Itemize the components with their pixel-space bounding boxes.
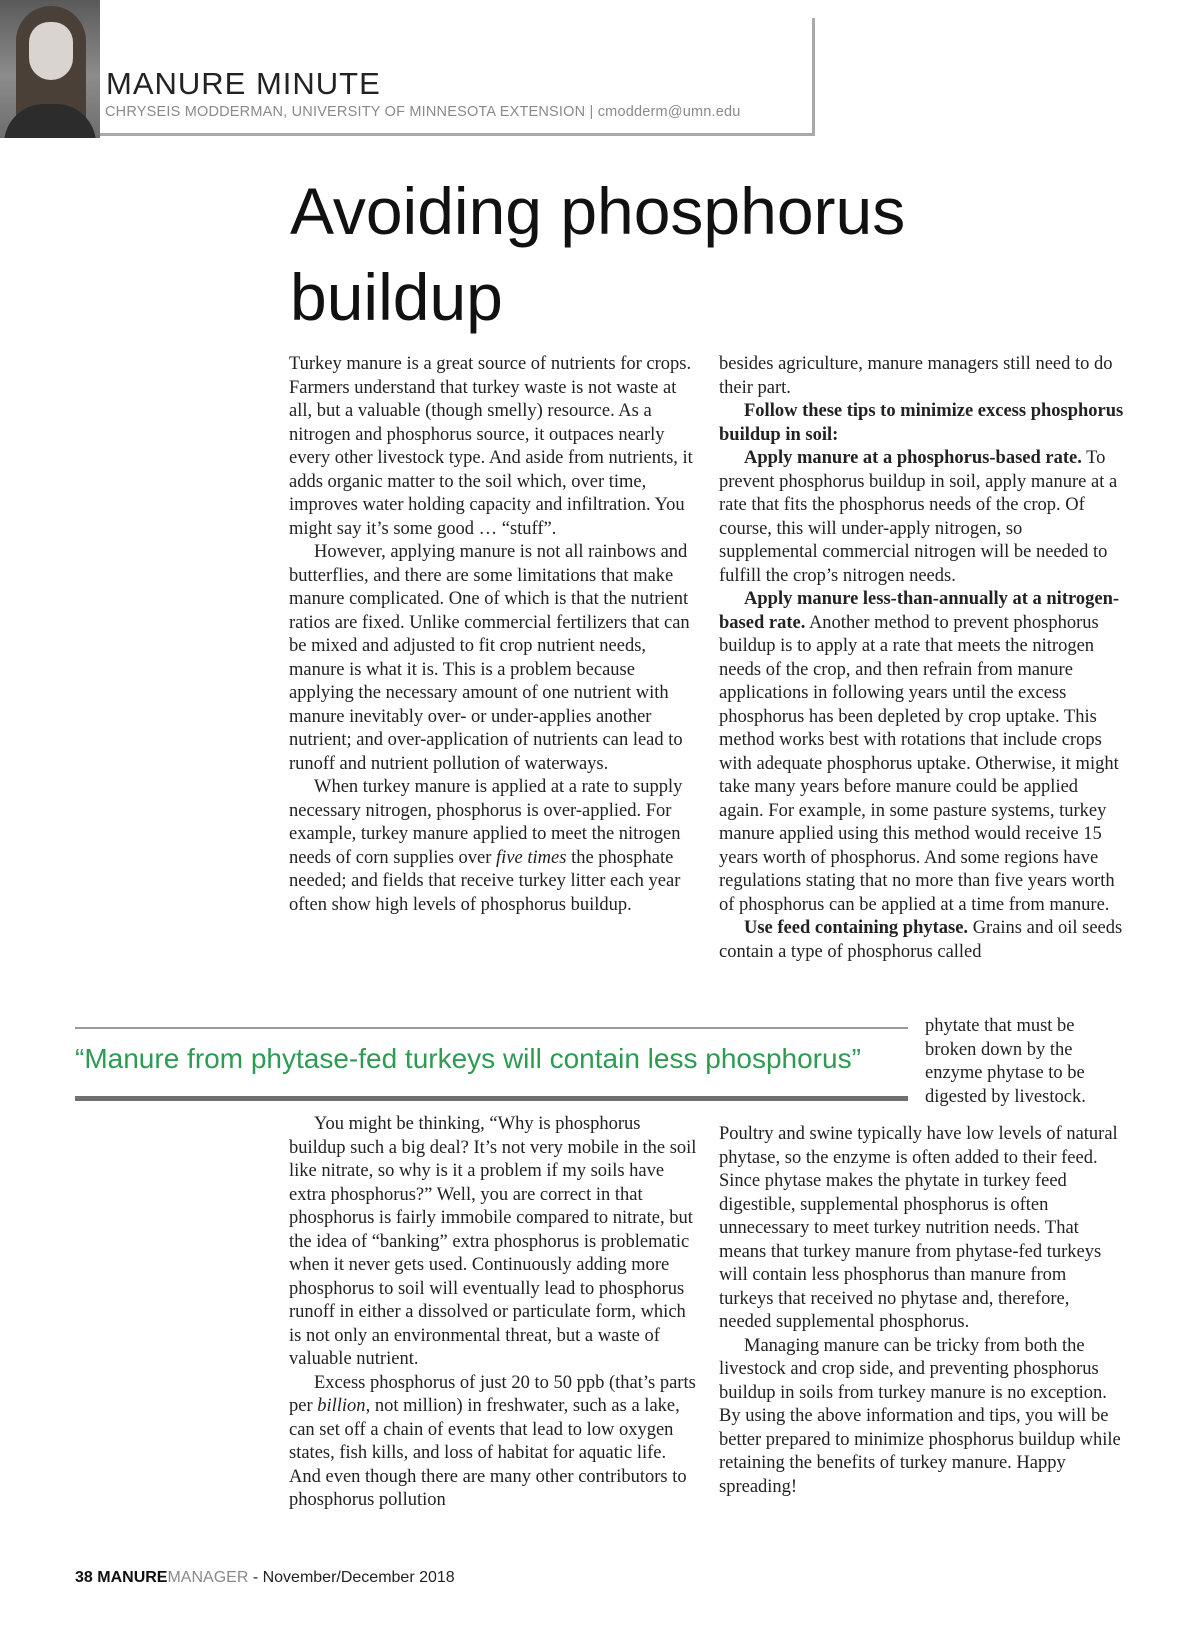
tip-body: Grains and oil seeds contain a type of phosphorus called (719, 918, 1123, 962)
article-column-2-lower (719, 1123, 1124, 1499)
text-run: the phosphate needed; and fields that receive turkey litter each year often show high levels of phosphorus buildup. (289, 847, 681, 915)
emphasis-text: billion (317, 1396, 366, 1416)
tip-body: Another method to prevent phosphorus buildup is to apply at a rate that meets the nitrogen needs of the crop, and then refrain from manure applications in following years until the excess phosphorus has been depleted by crop uptake. This method works best with rotations that include crops with adequate phosphorus uptake. Otherwise, it might take many years before manure could be applied again. For example, in some pasture systems, turkey manure applied using this method would receive 15 years worth of phosphorus. And some regions have regulations stating that no more than five years worth of phosphorus can be applied at a time from manure. (719, 612, 1119, 915)
text-run: Excess phosphorus of just 20 to 50 ppb (that’s parts per (289, 1372, 696, 1416)
page-footer (75, 1569, 455, 1587)
magazine-name-part2: MANAGER (167, 1569, 249, 1586)
tip-title: Apply manure less-than-annually at a nitrogen-based rate. (719, 589, 1120, 633)
tip-title: Use feed containing phytase. (744, 918, 969, 938)
page-number: 38 (75, 1569, 93, 1586)
article-column-1-lower (289, 1113, 699, 1513)
paragraph-limitations: However, applying manure is not all rainbows and butterflies, and there are some limitations that make manure complicated. One of which is that the nutrient ratios are fixed. Unlike commercial fertilizers that can be mixed and adjusted to fit crop nutrient needs, manure is what it is. This is a problem because applying the necessary amount of one nutrient with manure inevitably over- or under-applies another nutrient; and over-application of nutrients can lead to runoff and nutrient pollution of waterways. (289, 542, 690, 774)
pull-quote-rule-bottom (75, 1096, 908, 1101)
magazine-name-part1: MANURE (97, 1569, 168, 1586)
paragraph-conclusion: Managing manure can be tricky from both the livestock and crop side, and preventing phosphorus buildup in soils from turkey manure is no exception. By using the above information and tips, you will be better prepared to minimize phosphorus buildup while retaining the benefits of turkey manure. Happy spreading! (719, 1335, 1121, 1497)
author-photo (0, 0, 100, 138)
paragraph-why-buildup: You might be thinking, “Why is phosphorus buildup such a big deal? It’s not very mobile in the soil like nitrate, so why is it a problem if my soils have extra phosphorus?” Well, you are correct in that phosphorus is fairly immobile compared to nitrate, but the idea of “banking” extra phosphorus is problematic when it never gets used. Continuously adding more phosphorus to soil will eventually lead to phosphorus runoff in either a dissolved or particulate form, which is not only an environmental threat, but a waste of valuable nutrient. (289, 1114, 697, 1369)
text-run: , not million) in freshwater, such as a lake, can set off a chain of events that lead to low oxygen states, fish kills, and loss of habitat for aquatic life. And even though there are many other contributors to phosphorus pollution (289, 1396, 687, 1510)
tip-body: To prevent phosphorus buildup in soil, apply manure at a rate that fits the phosphorus needs of the crop. Of course, this will under-apply nitrogen, so supplemental commercial nitrogen will be needed to fulfill the crop’s nitrogen needs. (719, 448, 1118, 586)
author-photo-face (29, 22, 73, 80)
article-column-2-wrap (925, 1015, 1125, 1109)
tip-phytase (719, 917, 1124, 964)
tip-less-than-annual (719, 588, 1124, 917)
article-column-1-upper (289, 353, 699, 917)
column-title: MANURE MINUTE (106, 66, 381, 101)
author-byline: CHRYSEIS MODDERMAN, UNIVERSITY OF MINNESOTA EXTENSION | cmodderm@umn.edu (105, 104, 741, 120)
text-run: When turkey manure is applied at a rate to supply necessary nitrogen, phosphorus is over-applied. For example, turkey manure applied to meet the nitrogen needs of corn supplies over (289, 777, 683, 868)
paragraph-phytase-continued: Poultry and swine typically have low levels of natural phytase, so the enzyme is often added to their feed. Since phytase makes the phytate in turkey feed digestible, supplemental phosphorus is often unnecessary to meet turkey nutrition needs. That means that turkey manure from phytase-fed turkeys will contain less phosphorus than manure from turkeys that received no phytase and, therefore, needed supplemental phosphorus. (719, 1124, 1118, 1332)
pull-quote-rule-top (75, 1027, 908, 1029)
issue-date: - November/December 2018 (252, 1569, 455, 1586)
paragraph-do-their-part: besides agriculture, manure managers still need to do their part. (719, 354, 1113, 398)
article-headline: Avoiding phosphorus buildup (290, 174, 906, 334)
tips-heading (719, 400, 1124, 447)
paragraph-over-application (289, 776, 699, 917)
emphasis-text: five times (496, 847, 567, 868)
article-column-2-upper (719, 353, 1124, 964)
tip-title: Apply manure at a phosphorus-based rate. (744, 448, 1082, 468)
paragraph-excess-phosphorus (289, 1372, 699, 1513)
paragraph-phytate-wrap: phytate that must be broken down by the enzyme phytase to be digested by livestock. (925, 1016, 1086, 1107)
tip-phosphorus-rate (719, 447, 1124, 588)
pull-quote: “Manure from phytase-fed turkeys will contain less phosphorus” (75, 1043, 861, 1074)
tips-heading-text: Follow these tips to minimize excess phosphorus buildup in soil: (719, 401, 1124, 445)
header-rule-horizontal (100, 133, 815, 136)
paragraph-intro: Turkey manure is a great source of nutrients for crops. Farmers understand that turkey waste is not waste at all, but a valuable (though smelly) resource. As a nitrogen and phosphorus source, it outpaces nearly every other livestock type. And aside from nutrients, it adds organic matter to the soil which, over time, improves water holding capacity and infiltration. You might say it’s some good … “stuff”. (289, 354, 693, 539)
header-rule-vertical (812, 18, 815, 136)
